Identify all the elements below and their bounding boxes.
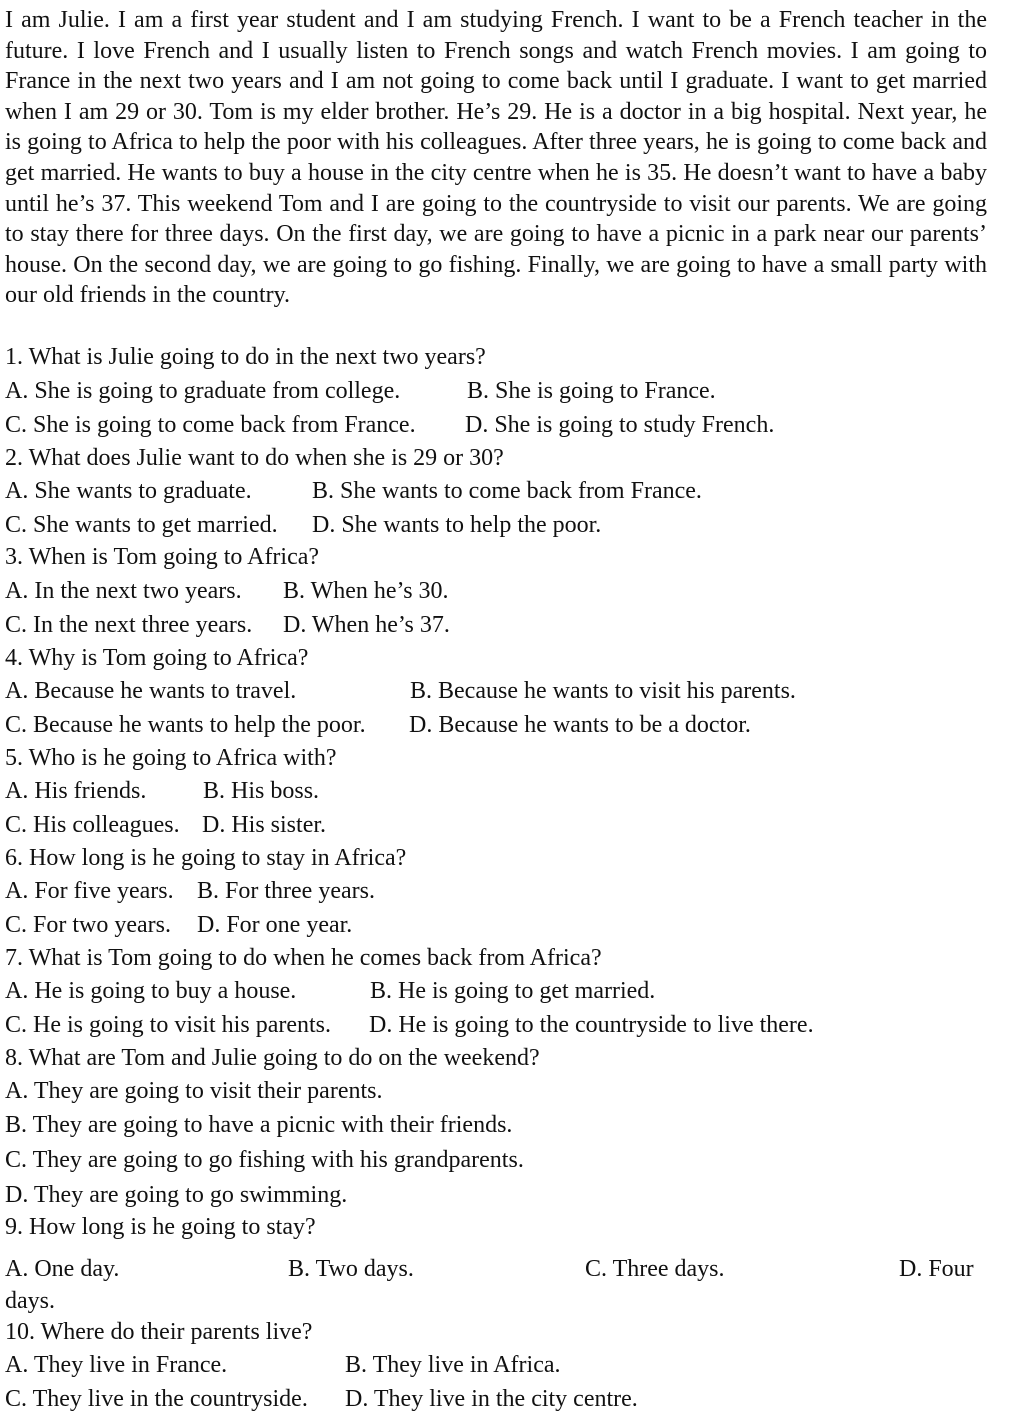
q5-option-a: A. His friends. [5, 778, 147, 804]
question-10: 10. Where do their parents live? [5, 1319, 313, 1345]
q10-option-a: A. They live in France. [5, 1352, 228, 1378]
q8-option-a: A. They are going to visit their parents. [5, 1078, 383, 1104]
q1-option-c: C. She is going to come back from France. [5, 412, 416, 438]
q6-option-c: C. For two years. [5, 912, 171, 938]
q5-option-b: B. His boss. [203, 778, 320, 804]
q2-option-b: B. She wants to come back from France. [312, 478, 702, 504]
q4-option-c: C. Because he wants to help the poor. [5, 712, 366, 738]
question-1: 1. What is Julie going to do in the next two years? [5, 344, 486, 370]
q3-option-a: A. In the next two years. [5, 578, 242, 604]
q6-option-b: B. For three years. [197, 878, 375, 904]
question-3: 3. When is Tom going to Africa? [5, 544, 320, 570]
question-6: 6. How long is he going to stay in Africa? [5, 845, 407, 871]
question-8: 8. What are Tom and Julie going to do on the weekend? [5, 1045, 540, 1071]
question-5: 5. Who is he going to Africa with? [5, 745, 337, 771]
q6-option-a: A. For five years. [5, 878, 174, 904]
q4-option-b: B. Because he wants to visit his parents. [410, 678, 796, 704]
q10-option-d: D. They live in the city centre. [345, 1386, 638, 1412]
q7-option-a: A. He is going to buy a house. [5, 978, 297, 1004]
q8-option-d: D. They are going to go swimming. [5, 1182, 348, 1208]
q7-option-b: B. He is going to get married. [370, 978, 656, 1004]
q9-option-d: D. Four [899, 1256, 974, 1282]
question-7: 7. What is Tom going to do when he comes back from Africa? [5, 945, 602, 971]
q3-option-d: D. When he’s 37. [283, 612, 450, 638]
q5-option-c: C. His colleagues. [5, 812, 180, 838]
q9-option-a: A. One day. [5, 1256, 120, 1282]
q1-option-b: B. She is going to France. [467, 378, 716, 404]
reading-passage: I am Julie. I am a first year student and I am studying French. I want to be a French teacher in the future. I love French and I usually listen to French songs and watch French movies. I am going to France in the next two years and I am not going to come back until I graduate. I want to get married when I am 29 or 30. Tom is my elder brother. He’s 29. He is a doctor in a big hospital. Next year, he is going to Africa to help the poor with his colleagues. After three years, he is going to come back and get married. He wants to buy a house in the city centre when he is 35. He doesn’t want to have a baby until he’s 37. This weekend Tom and I are going to the countryside to visit our parents. We are going to stay there for three days. On the first day, we are going to have a picnic in a park near our parents’ house. On the second day, we are going to go fishing. Finally, we are going to have a small party with our old friends in the country. [5, 7, 987, 309]
q2-option-d: D. She wants to help the poor. [312, 512, 602, 538]
q4-option-a: A. Because he wants to travel. [5, 678, 297, 704]
q9-option-c: C. Three days. [585, 1256, 725, 1282]
q2-option-c: C. She wants to get married. [5, 512, 278, 538]
q4-option-d: D. Because he wants to be a doctor. [409, 712, 751, 738]
question-4: 4. Why is Tom going to Africa? [5, 645, 309, 671]
q10-option-b: B. They live in Africa. [345, 1352, 561, 1378]
q9-option-d-continued: days. [5, 1288, 55, 1314]
q8-option-c: C. They are going to go fishing with his grandparents. [5, 1147, 524, 1173]
q7-option-c: C. He is going to visit his parents. [5, 1012, 331, 1038]
q6-option-d: D. For one year. [197, 912, 353, 938]
q2-option-a: A. She wants to graduate. [5, 478, 252, 504]
q7-option-d: D. He is going to the countryside to live there. [369, 1012, 814, 1038]
q10-option-c: C. They live in the countryside. [5, 1386, 308, 1412]
q1-option-d: D. She is going to study French. [465, 412, 775, 438]
q8-option-b: B. They are going to have a picnic with their friends. [5, 1112, 513, 1138]
q1-option-a: A. She is going to graduate from college. [5, 378, 401, 404]
question-9: 9. How long is he going to stay? [5, 1214, 316, 1240]
q3-option-c: C. In the next three years. [5, 612, 253, 638]
q9-option-b: B. Two days. [288, 1256, 414, 1282]
q3-option-b: B. When he’s 30. [283, 578, 449, 604]
question-2: 2. What does Julie want to do when she is 29 or 30? [5, 445, 504, 471]
q5-option-d: D. His sister. [202, 812, 327, 838]
